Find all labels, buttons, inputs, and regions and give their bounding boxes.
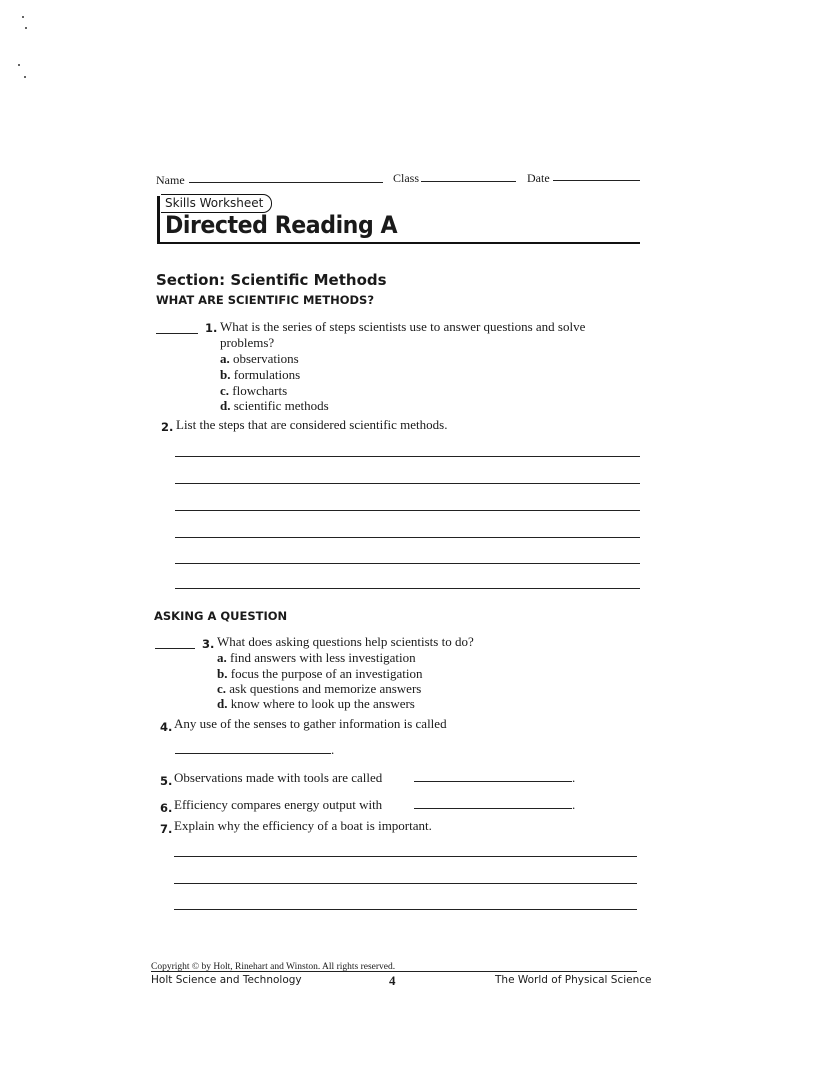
answer-line[interactable] xyxy=(175,456,640,457)
section-title: Section: Scientific Methods xyxy=(156,271,387,289)
option-a: a. find answers with less investigation xyxy=(217,650,416,665)
subhead-scientific-methods: WHAT ARE SCIENTIFIC METHODS? xyxy=(156,293,375,307)
question-number: 5. xyxy=(160,774,173,788)
question-number: 3. xyxy=(202,637,215,651)
option-c: c. ask questions and memorize answers xyxy=(217,681,422,696)
option-b: b. focus the purpose of an investigation xyxy=(217,666,423,681)
question-text: problems? xyxy=(220,335,275,350)
answer-blank-3[interactable] xyxy=(155,648,195,649)
footer-left: Holt Science and Technology xyxy=(151,974,302,986)
option-d: d. know where to look up the answers xyxy=(217,696,415,711)
class-field[interactable] xyxy=(421,181,516,182)
period: . xyxy=(572,770,576,785)
question-number: 1. xyxy=(205,321,218,335)
answer-line[interactable] xyxy=(175,510,640,511)
footer-right: The World of Physical Science xyxy=(495,974,652,986)
copyright: Copyright © by Holt, Rinehart and Winston. All rights reserved. xyxy=(151,962,396,972)
date-label: Date xyxy=(527,171,550,185)
title-bracket xyxy=(157,196,160,244)
footer-rule xyxy=(151,971,637,972)
question-text: Efficiency compares energy output with xyxy=(174,797,383,812)
answer-line[interactable] xyxy=(175,563,640,564)
question-text: List the steps that are considered scientific methods. xyxy=(176,417,448,432)
option-d: d. scientific methods xyxy=(220,398,329,413)
date-field[interactable] xyxy=(553,180,640,181)
page-title: Directed Reading A xyxy=(165,211,398,239)
option-c: c. flowcharts xyxy=(220,383,288,398)
question-text: Observations made with tools are called xyxy=(174,770,383,785)
scan-speck xyxy=(24,76,26,78)
option-b: b. formulations xyxy=(220,367,301,382)
answer-line[interactable] xyxy=(174,856,637,857)
scan-speck xyxy=(22,16,24,18)
answer-line[interactable] xyxy=(175,483,640,484)
answer-blank-5[interactable] xyxy=(414,781,572,782)
question-text: Explain why the efficiency of a boat is important. xyxy=(174,818,432,833)
answer-line[interactable] xyxy=(174,883,637,884)
name-label: Name xyxy=(156,173,185,187)
answer-blank-6[interactable] xyxy=(414,808,572,809)
period: . xyxy=(572,797,576,812)
question-number: 2. xyxy=(161,420,174,434)
answer-line[interactable] xyxy=(175,588,640,589)
question-number: 4. xyxy=(160,720,173,734)
answer-line[interactable] xyxy=(175,537,640,538)
question-text: What is the series of steps scientists use to answer questions and solve xyxy=(220,319,586,334)
class-label: Class xyxy=(393,171,420,185)
title-rule xyxy=(157,242,640,244)
scan-speck xyxy=(25,27,27,29)
question-number: 6. xyxy=(160,801,173,815)
answer-blank-1[interactable] xyxy=(156,333,198,334)
name-field[interactable] xyxy=(189,182,383,183)
answer-line[interactable] xyxy=(174,909,637,910)
page-number: 4 xyxy=(389,973,396,988)
answer-blank-4[interactable] xyxy=(175,753,331,754)
option-a: a. observations xyxy=(220,351,299,366)
question-number: 7. xyxy=(160,822,173,836)
worksheet-tag: Skills Worksheet xyxy=(161,194,272,213)
period: . xyxy=(331,742,335,757)
question-text: Any use of the senses to gather information is called xyxy=(174,716,447,731)
question-text: What does asking questions help scientists to do? xyxy=(217,634,474,649)
subhead-asking-question: ASKING A QUESTION xyxy=(154,609,288,623)
scan-speck xyxy=(18,64,20,66)
